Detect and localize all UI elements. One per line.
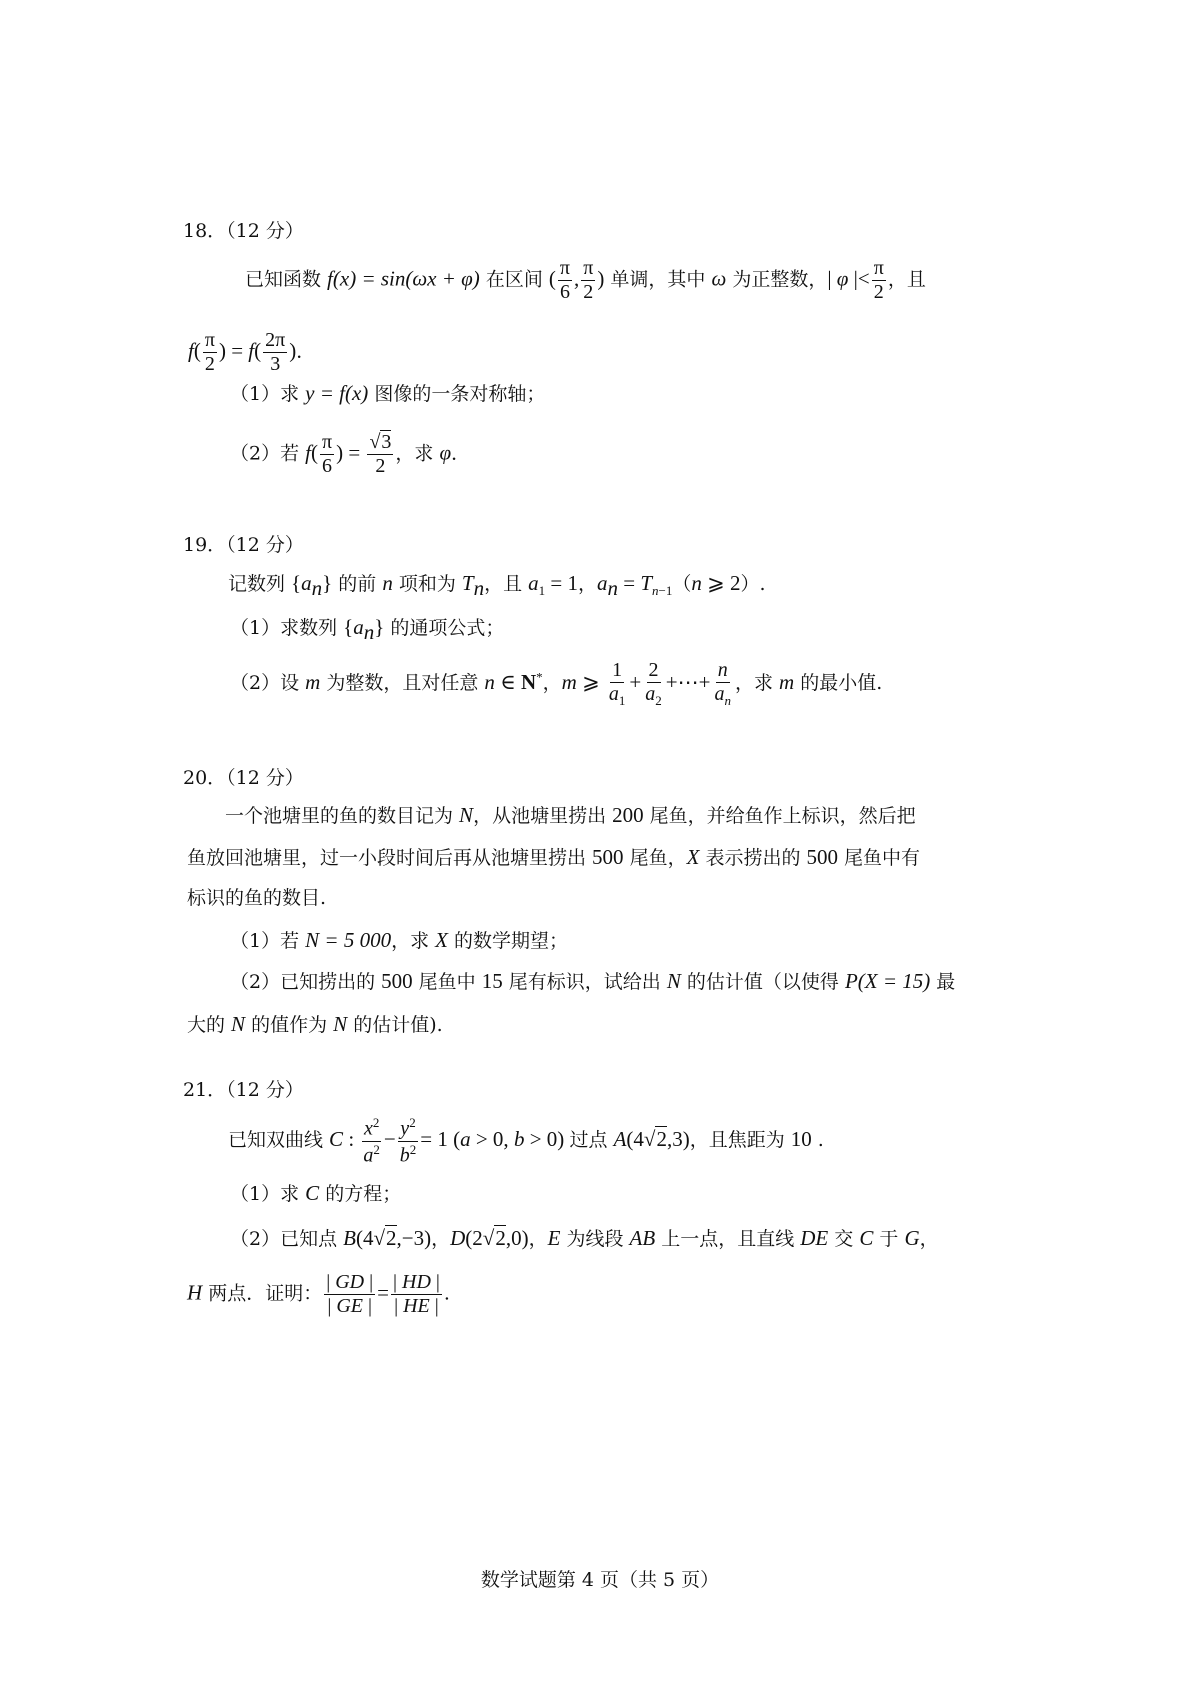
q21-proof-line: H 两点．证明： $\frac{| GD |}{| GE |}$ = $\frac{| HD |}{| HE |}$ . bbox=[187, 1271, 450, 1317]
q19-part2: （2）设 m 为整数，且对任意 n ∈ N*，m ⩾ $\frac{1}{a_1}$ + $\frac{2}{a_2}$ +⋯+ $\frac{n}{a_n}$ ，求 m 的最小值. bbox=[230, 659, 883, 708]
q21-heading: 21．（12 分） bbox=[183, 1079, 304, 1101]
q19-part1: （1）求数列 $\{a_n\}$ 的通项公式； bbox=[230, 615, 505, 644]
q19-heading: 19．（12 分） bbox=[183, 534, 304, 556]
q20-part2: （2）已知捞出的 500 尾鱼中 15 尾有标识，试给出 N 的估计值（以使得 P(X = 15) 最 bbox=[230, 969, 956, 993]
q20-para-1: 一个池塘里的鱼的数目记为 N，从池塘里捞出 200 尾鱼，并给鱼作上标识，然后把 bbox=[225, 803, 916, 827]
q20-para-3: 标识的鱼的数目. bbox=[187, 887, 327, 909]
q20-para-2: 鱼放回池塘里，过一小段时间后再从池塘里捞出 500 尾鱼，X 表示捞出的 500 尾鱼中有 bbox=[187, 845, 921, 869]
q18-part2: （2）若 f( $\frac{\pi}{6}$ ) = $\frac{√3}{2}$ ，求 φ． bbox=[230, 431, 471, 477]
page-footer: 数学试题第 4 页（共 5 页） bbox=[480, 1569, 720, 1591]
q21-part1: （1）求 C 的方程； bbox=[230, 1181, 402, 1205]
q19-intro: 记数列 $\{a_n\}$ 的前 n 项和为 $T_n$，且 $a_1 = 1$，$a_n = T_{n-1}(n$ ⩾ 2）. bbox=[228, 571, 766, 600]
q18-intro: 已知函数 f(x) = sin(ωx + φ) 在区间 ( $\frac{\pi}{6}$ , $\frac{\pi}{2}$ ) 单调，其中 ω 为正整数，| φ |< $\frac{\pi}{2}$ ，且 bbox=[245, 257, 926, 303]
q20-heading: 20．（12 分） bbox=[183, 767, 304, 789]
q20-part2-cont: 大的 N 的值作为 N 的估计值). bbox=[187, 1012, 443, 1036]
q18-part1: （1）求 y = f(x) 图像的一条对称轴； bbox=[230, 381, 546, 405]
q18-heading: 18．（12 分） bbox=[183, 220, 304, 242]
q18-condition: f( $\frac{\pi}{2}$ ) = f( $\frac{2\pi}{3}$ )． bbox=[188, 329, 316, 375]
q21-part2: （2）已知点 B(4√2,−3)，D(2√2,0)，E 为线段 AB 上一点，且直线 DE 交 C 于 G， bbox=[230, 1226, 939, 1250]
q21-intro: 已知双曲线 C : $\frac{x^2}{a^2}$ − $\frac{y^2}{b^2}$ = 1 (a > 0, b > 0) 过点 A(4√2,3)，且焦距为 10 . bbox=[228, 1115, 824, 1167]
q20-part1: （1）若 N = 5 000，求 X 的数学期望； bbox=[230, 928, 568, 952]
